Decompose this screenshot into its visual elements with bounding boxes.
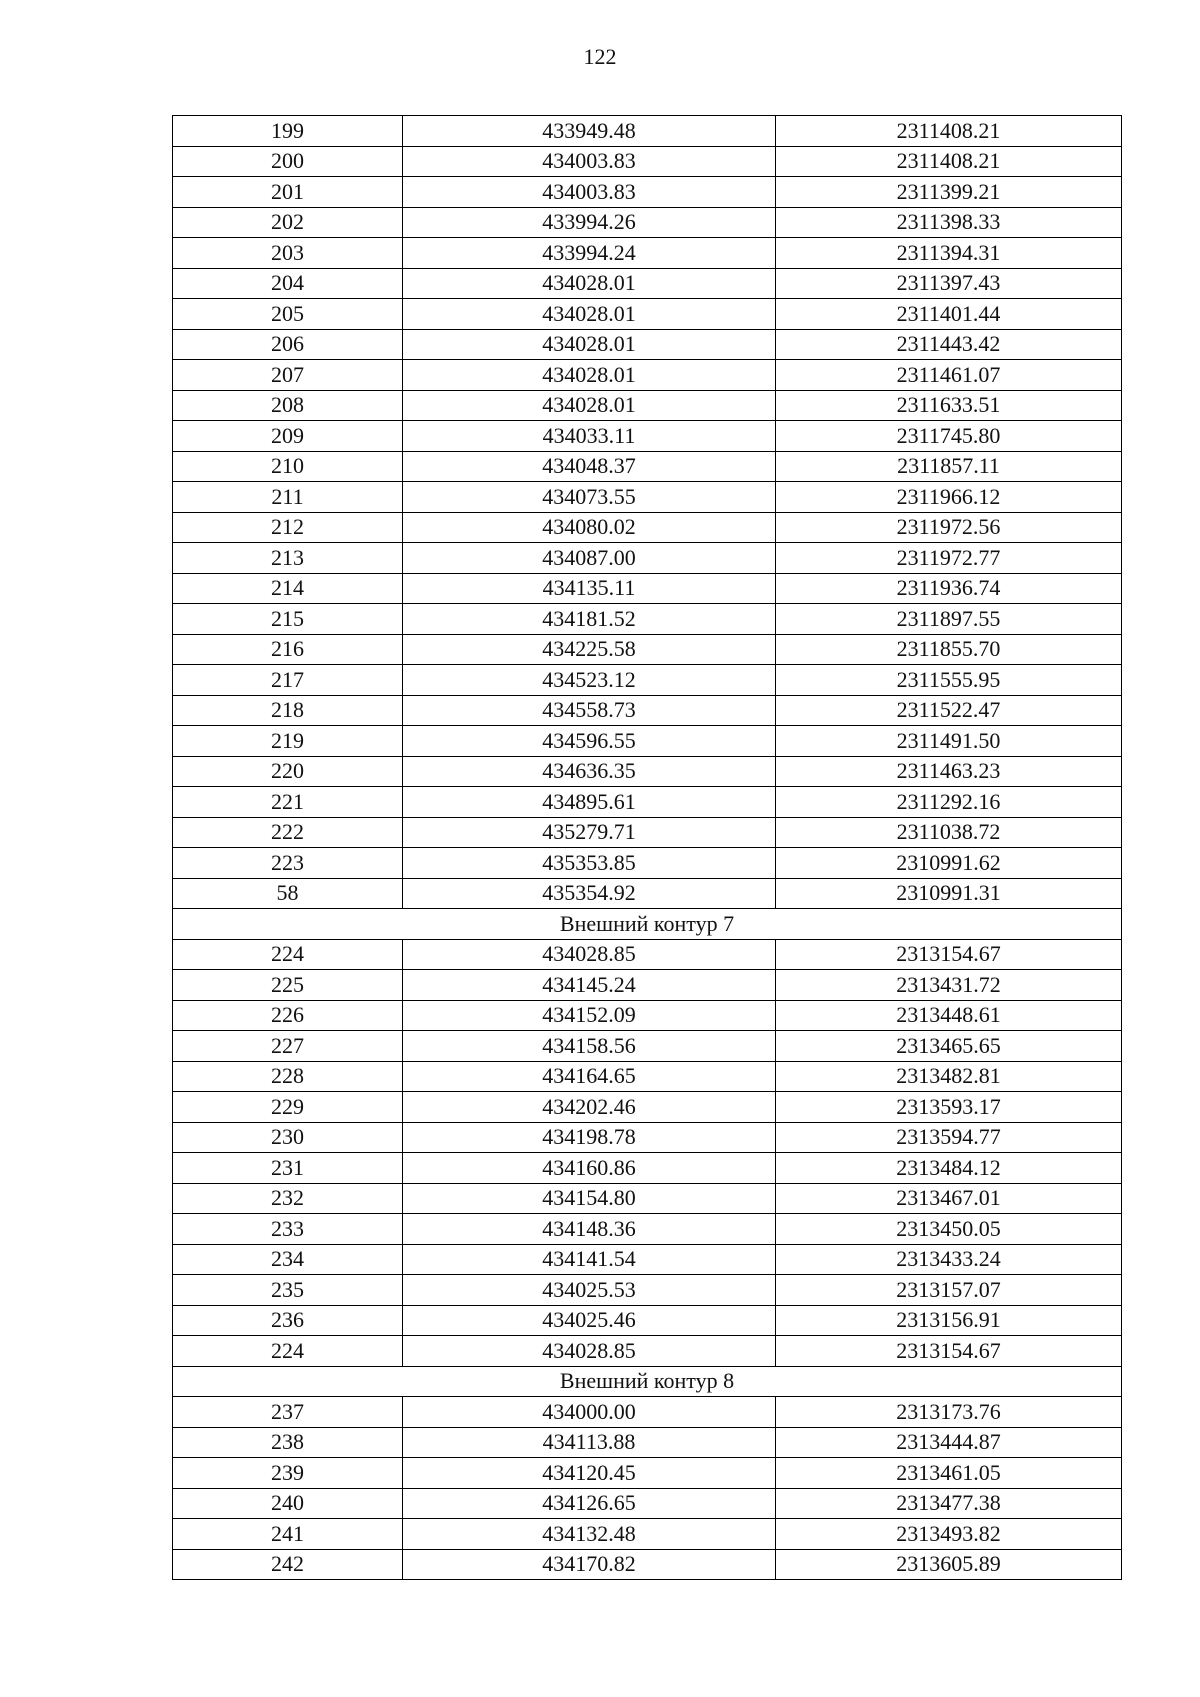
x-coordinate-cell: 434558.73: [403, 695, 776, 726]
x-coordinate-cell: 434170.82: [403, 1549, 776, 1580]
y-coordinate-cell: 2313593.17: [776, 1092, 1122, 1123]
table-body: [173, 116, 1122, 1580]
x-coordinate-cell: 434596.55: [403, 726, 776, 757]
x-coordinate-cell: 434152.09: [403, 1000, 776, 1031]
y-coordinate-cell: 2313154.67: [776, 1336, 1122, 1367]
table-row: [173, 573, 1122, 604]
point-number-cell: 240: [173, 1488, 403, 1519]
table-row: [173, 1031, 1122, 1062]
point-number-cell: 231: [173, 1153, 403, 1184]
point-number-cell: 218: [173, 695, 403, 726]
table-row: [173, 1183, 1122, 1214]
table-row: [173, 1549, 1122, 1580]
point-number-cell: 226: [173, 1000, 403, 1031]
x-coordinate-cell: 434120.45: [403, 1458, 776, 1489]
table-row: [173, 878, 1122, 909]
x-coordinate-cell: 434160.86: [403, 1153, 776, 1184]
y-coordinate-cell: 2313594.77: [776, 1122, 1122, 1153]
x-coordinate-cell: 435279.71: [403, 817, 776, 848]
point-number-cell: 219: [173, 726, 403, 757]
y-coordinate-cell: 2311461.07: [776, 360, 1122, 391]
y-coordinate-cell: 2311522.47: [776, 695, 1122, 726]
table-row: [173, 695, 1122, 726]
table-row: [173, 482, 1122, 513]
table-row: [173, 1092, 1122, 1123]
point-number-cell: 211: [173, 482, 403, 513]
x-coordinate-cell: 433994.26: [403, 207, 776, 238]
point-number-cell: 214: [173, 573, 403, 604]
table-row: [173, 1214, 1122, 1245]
point-number-cell: 210: [173, 451, 403, 482]
table-row: [173, 512, 1122, 543]
point-number-cell: 217: [173, 665, 403, 696]
point-number-cell: 239: [173, 1458, 403, 1489]
table-row: [173, 1488, 1122, 1519]
point-number-cell: 212: [173, 512, 403, 543]
table-row: [173, 299, 1122, 330]
x-coordinate-cell: 434028.85: [403, 939, 776, 970]
y-coordinate-cell: 2313477.38: [776, 1488, 1122, 1519]
table-row: [173, 360, 1122, 391]
table-row: [173, 1305, 1122, 1336]
x-coordinate-cell: 433994.24: [403, 238, 776, 269]
table-row: [173, 1397, 1122, 1428]
table-row: [173, 604, 1122, 635]
table-row: [173, 1275, 1122, 1306]
table-row: [173, 1519, 1122, 1550]
point-number-cell: 232: [173, 1183, 403, 1214]
x-coordinate-cell: 434523.12: [403, 665, 776, 696]
x-coordinate-cell: 433949.48: [403, 116, 776, 147]
x-coordinate-cell: 434132.48: [403, 1519, 776, 1550]
y-coordinate-cell: 2311398.33: [776, 207, 1122, 238]
x-coordinate-cell: 434073.55: [403, 482, 776, 513]
table-row: [173, 1458, 1122, 1489]
y-coordinate-cell: 2311633.51: [776, 390, 1122, 421]
x-coordinate-cell: 434087.00: [403, 543, 776, 574]
y-coordinate-cell: 2311399.21: [776, 177, 1122, 208]
point-number-cell: 58: [173, 878, 403, 909]
x-coordinate-cell: 434028.85: [403, 1336, 776, 1367]
point-number-cell: 224: [173, 939, 403, 970]
point-number-cell: 215: [173, 604, 403, 635]
y-coordinate-cell: 2310991.31: [776, 878, 1122, 909]
point-number-cell: 205: [173, 299, 403, 330]
point-number-cell: 213: [173, 543, 403, 574]
table-row: [173, 329, 1122, 360]
x-coordinate-cell: 434158.56: [403, 1031, 776, 1062]
y-coordinate-cell: 2311491.50: [776, 726, 1122, 757]
y-coordinate-cell: 2311972.77: [776, 543, 1122, 574]
point-number-cell: 224: [173, 1336, 403, 1367]
x-coordinate-cell: 435354.92: [403, 878, 776, 909]
point-number-cell: 238: [173, 1427, 403, 1458]
x-coordinate-cell: 434141.54: [403, 1244, 776, 1275]
table-row: [173, 268, 1122, 299]
table-row: [173, 451, 1122, 482]
y-coordinate-cell: 2311555.95: [776, 665, 1122, 696]
point-number-cell: 209: [173, 421, 403, 452]
table-row: [173, 756, 1122, 787]
x-coordinate-cell: 434895.61: [403, 787, 776, 818]
point-number-cell: 204: [173, 268, 403, 299]
y-coordinate-cell: 2311463.23: [776, 756, 1122, 787]
point-number-cell: 203: [173, 238, 403, 269]
x-coordinate-cell: 434148.36: [403, 1214, 776, 1245]
point-number-cell: 199: [173, 116, 403, 147]
point-number-cell: 225: [173, 970, 403, 1001]
point-number-cell: 241: [173, 1519, 403, 1550]
table-row: [173, 970, 1122, 1001]
point-number-cell: 200: [173, 146, 403, 177]
y-coordinate-cell: 2311443.42: [776, 329, 1122, 360]
y-coordinate-cell: 2311936.74: [776, 573, 1122, 604]
point-number-cell: 234: [173, 1244, 403, 1275]
x-coordinate-cell: 434028.01: [403, 268, 776, 299]
point-number-cell: 228: [173, 1061, 403, 1092]
page-number: 122: [583, 44, 617, 69]
table-row: [173, 177, 1122, 208]
point-number-cell: 216: [173, 634, 403, 665]
point-number-cell: 207: [173, 360, 403, 391]
y-coordinate-cell: 2311966.12: [776, 482, 1122, 513]
point-number-cell: 235: [173, 1275, 403, 1306]
table-row: [173, 390, 1122, 421]
point-number-cell: 222: [173, 817, 403, 848]
y-coordinate-cell: 2313448.61: [776, 1000, 1122, 1031]
table-row: [173, 787, 1122, 818]
y-coordinate-cell: 2313157.07: [776, 1275, 1122, 1306]
y-coordinate-cell: 2310991.62: [776, 848, 1122, 879]
x-coordinate-cell: 434164.65: [403, 1061, 776, 1092]
table-row: [173, 146, 1122, 177]
x-coordinate-cell: 434028.01: [403, 329, 776, 360]
point-number-cell: 229: [173, 1092, 403, 1123]
table-row: [173, 421, 1122, 452]
table-row: [173, 1122, 1122, 1153]
y-coordinate-cell: 2311401.44: [776, 299, 1122, 330]
point-number-cell: 202: [173, 207, 403, 238]
x-coordinate-cell: 434198.78: [403, 1122, 776, 1153]
y-coordinate-cell: 2313465.65: [776, 1031, 1122, 1062]
section-header-row: [173, 909, 1122, 940]
point-number-cell: 223: [173, 848, 403, 879]
table-row: [173, 817, 1122, 848]
point-number-cell: 221: [173, 787, 403, 818]
point-number-cell: 208: [173, 390, 403, 421]
y-coordinate-cell: 2313493.82: [776, 1519, 1122, 1550]
x-coordinate-cell: 434113.88: [403, 1427, 776, 1458]
x-coordinate-cell: 434003.83: [403, 177, 776, 208]
x-coordinate-cell: 434028.01: [403, 299, 776, 330]
table-row: [173, 1061, 1122, 1092]
y-coordinate-cell: 2313467.01: [776, 1183, 1122, 1214]
point-number-cell: 237: [173, 1397, 403, 1428]
y-coordinate-cell: 2311745.80: [776, 421, 1122, 452]
x-coordinate-cell: 434048.37: [403, 451, 776, 482]
table-row: [173, 848, 1122, 879]
x-coordinate-cell: 434000.00: [403, 1397, 776, 1428]
y-coordinate-cell: 2311408.21: [776, 146, 1122, 177]
point-number-cell: 201: [173, 177, 403, 208]
table-row: [173, 1000, 1122, 1031]
y-coordinate-cell: 2313482.81: [776, 1061, 1122, 1092]
x-coordinate-cell: 434028.01: [403, 360, 776, 391]
y-coordinate-cell: 2313484.12: [776, 1153, 1122, 1184]
table-row: [173, 1427, 1122, 1458]
y-coordinate-cell: 2311394.31: [776, 238, 1122, 269]
table-row: [173, 116, 1122, 147]
x-coordinate-cell: 434225.58: [403, 634, 776, 665]
y-coordinate-cell: 2311038.72: [776, 817, 1122, 848]
point-number-cell: 233: [173, 1214, 403, 1245]
point-number-cell: 236: [173, 1305, 403, 1336]
y-coordinate-cell: 2311397.43: [776, 268, 1122, 299]
x-coordinate-cell: 434636.35: [403, 756, 776, 787]
y-coordinate-cell: 2311855.70: [776, 634, 1122, 665]
x-coordinate-cell: 434135.11: [403, 573, 776, 604]
point-number-cell: 230: [173, 1122, 403, 1153]
section-header-label: Внешний контур 7: [173, 909, 1122, 940]
y-coordinate-cell: 2313461.05: [776, 1458, 1122, 1489]
y-coordinate-cell: 2311972.56: [776, 512, 1122, 543]
section-header-label: Внешний контур 8: [173, 1366, 1122, 1397]
point-number-cell: 206: [173, 329, 403, 360]
table-row: [173, 939, 1122, 970]
table-row: [173, 726, 1122, 757]
y-coordinate-cell: 2313605.89: [776, 1549, 1122, 1580]
table-row: [173, 634, 1122, 665]
y-coordinate-cell: 2313173.76: [776, 1397, 1122, 1428]
x-coordinate-cell: 434033.11: [403, 421, 776, 452]
table-row: [173, 238, 1122, 269]
x-coordinate-cell: 434145.24: [403, 970, 776, 1001]
y-coordinate-cell: 2311857.11: [776, 451, 1122, 482]
y-coordinate-cell: 2311408.21: [776, 116, 1122, 147]
point-number-cell: 220: [173, 756, 403, 787]
x-coordinate-cell: 434154.80: [403, 1183, 776, 1214]
x-coordinate-cell: 434003.83: [403, 146, 776, 177]
table-row: [173, 207, 1122, 238]
y-coordinate-cell: 2313154.67: [776, 939, 1122, 970]
coordinates-table: [172, 115, 1122, 1580]
x-coordinate-cell: 434202.46: [403, 1092, 776, 1123]
y-coordinate-cell: 2313156.91: [776, 1305, 1122, 1336]
y-coordinate-cell: 2313444.87: [776, 1427, 1122, 1458]
x-coordinate-cell: 434080.02: [403, 512, 776, 543]
table-row: [173, 543, 1122, 574]
table-row: [173, 1244, 1122, 1275]
y-coordinate-cell: 2311292.16: [776, 787, 1122, 818]
section-header-row: [173, 1366, 1122, 1397]
y-coordinate-cell: 2313450.05: [776, 1214, 1122, 1245]
point-number-cell: 242: [173, 1549, 403, 1580]
x-coordinate-cell: 435353.85: [403, 848, 776, 879]
table-row: [173, 1336, 1122, 1367]
x-coordinate-cell: 434126.65: [403, 1488, 776, 1519]
x-coordinate-cell: 434025.53: [403, 1275, 776, 1306]
y-coordinate-cell: 2313431.72: [776, 970, 1122, 1001]
table-row: [173, 1153, 1122, 1184]
x-coordinate-cell: 434025.46: [403, 1305, 776, 1336]
y-coordinate-cell: 2313433.24: [776, 1244, 1122, 1275]
point-number-cell: 227: [173, 1031, 403, 1062]
table-row: [173, 665, 1122, 696]
x-coordinate-cell: 434181.52: [403, 604, 776, 635]
y-coordinate-cell: 2311897.55: [776, 604, 1122, 635]
x-coordinate-cell: 434028.01: [403, 390, 776, 421]
